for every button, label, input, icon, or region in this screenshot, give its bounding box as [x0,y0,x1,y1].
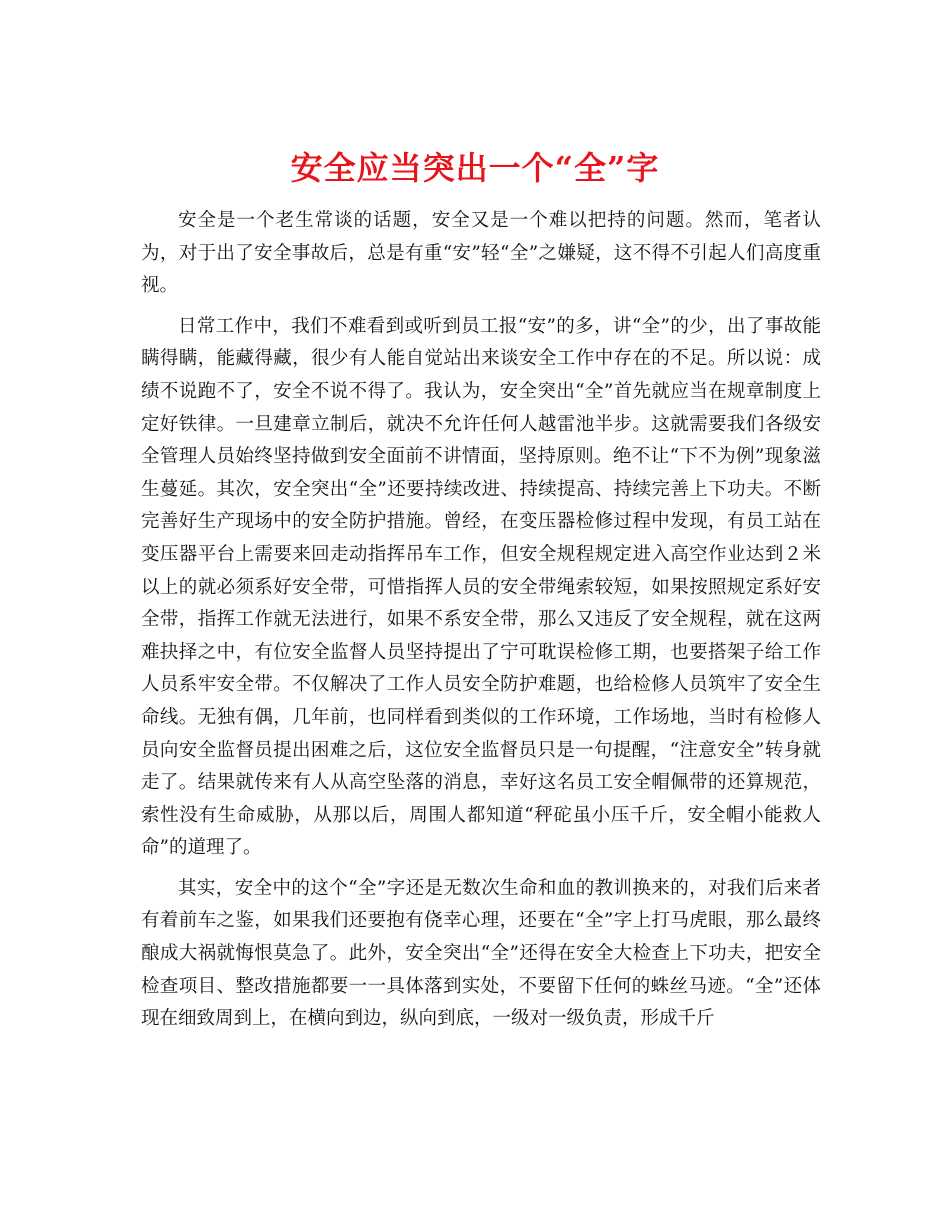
paragraph-3: 其实，安全中的这个“全”字还是无数次生命和血的教训换来的，对我们后来者有着前车之鉴，如果我们还要抱有侥幸心理，还要在“全”字上打马虎眼，那么最终酿成大祸就悔恨莫急了。此外，安全突出“全”还得在安全大检查上下功夫，把安全检查项目、整改措施都要一一具体落到实处，不要留下任何的蛛丝马迹。“全”还体现在细致周到上，在横向到边，纵向到底，一级对一级负责，形成千斤 [141,877,821,1030]
document-body [141,205,821,1044]
paragraph-1: 安全是一个老生常谈的话题，安全又是一个难以把持的问题。然而，笔者认为，对于出了安全事故后，总是有重“安”轻“全”之嫌疑，这不得不引起人们高度重视。 [141,210,821,297]
document-title: 安全应当突出一个“全”字 [290,149,660,188]
paragraph-2: 日常工作中，我们不难看到或听到员工报“安”的多，讲“全”的少，出了事故能瞒得瞒，能藏得藏，很少有人能自觉站出来谈安全工作中存在的不足。所以说：成绩不说跑不了，安全不说不得了。我认为，安全突出“全”首先就应当在规章制度上定好铁律。一旦建章立制后，就决不允许任何人越雷池半步。这就需要我们各级安全管理人员始终坚持做到安全面前不讲情面，坚持原则。绝不让“下不为例”现象滋生蔓延。其次，安全突出“全”还要持续改进、持续提高、持续完善上下功夫。不断完善好生产现场中的安全防护措施。曾经，在变压器检修过程中发现，有员工站在变压器平台上需要来回走动指挥吊车工作，但安全规程规定进入高空作业达到２米以上的就必须系好安全带，可惜指挥人员的安全带绳索较短，如果按照规定系好安全带，指挥工作就无法进行，如果不系安全带，那么又违反了安全规程，就在这两难抉择之中，有位安全监督人员坚持提出了宁可耽误检修工期，也要搭架子给工作人员系牢安全带。不仅解决了工作人员安全防护难题，也给检修人员筑牢了安全生命线。无独有偶，几年前，也同样看到类似的工作环境，工作场地，当时有检修人员向安全监督员提出困难之后，这位安全监督员只是一句提醒，“注意安全”转身就走了。结果就传来有人从高空坠落的消息，幸好这名员工安全帽佩带的还算规范，索性没有生命威胁，从那以后，周围人都知道“秤砣虽小压千斤，安全帽小能救人命”的道理了。 [141,315,821,859]
